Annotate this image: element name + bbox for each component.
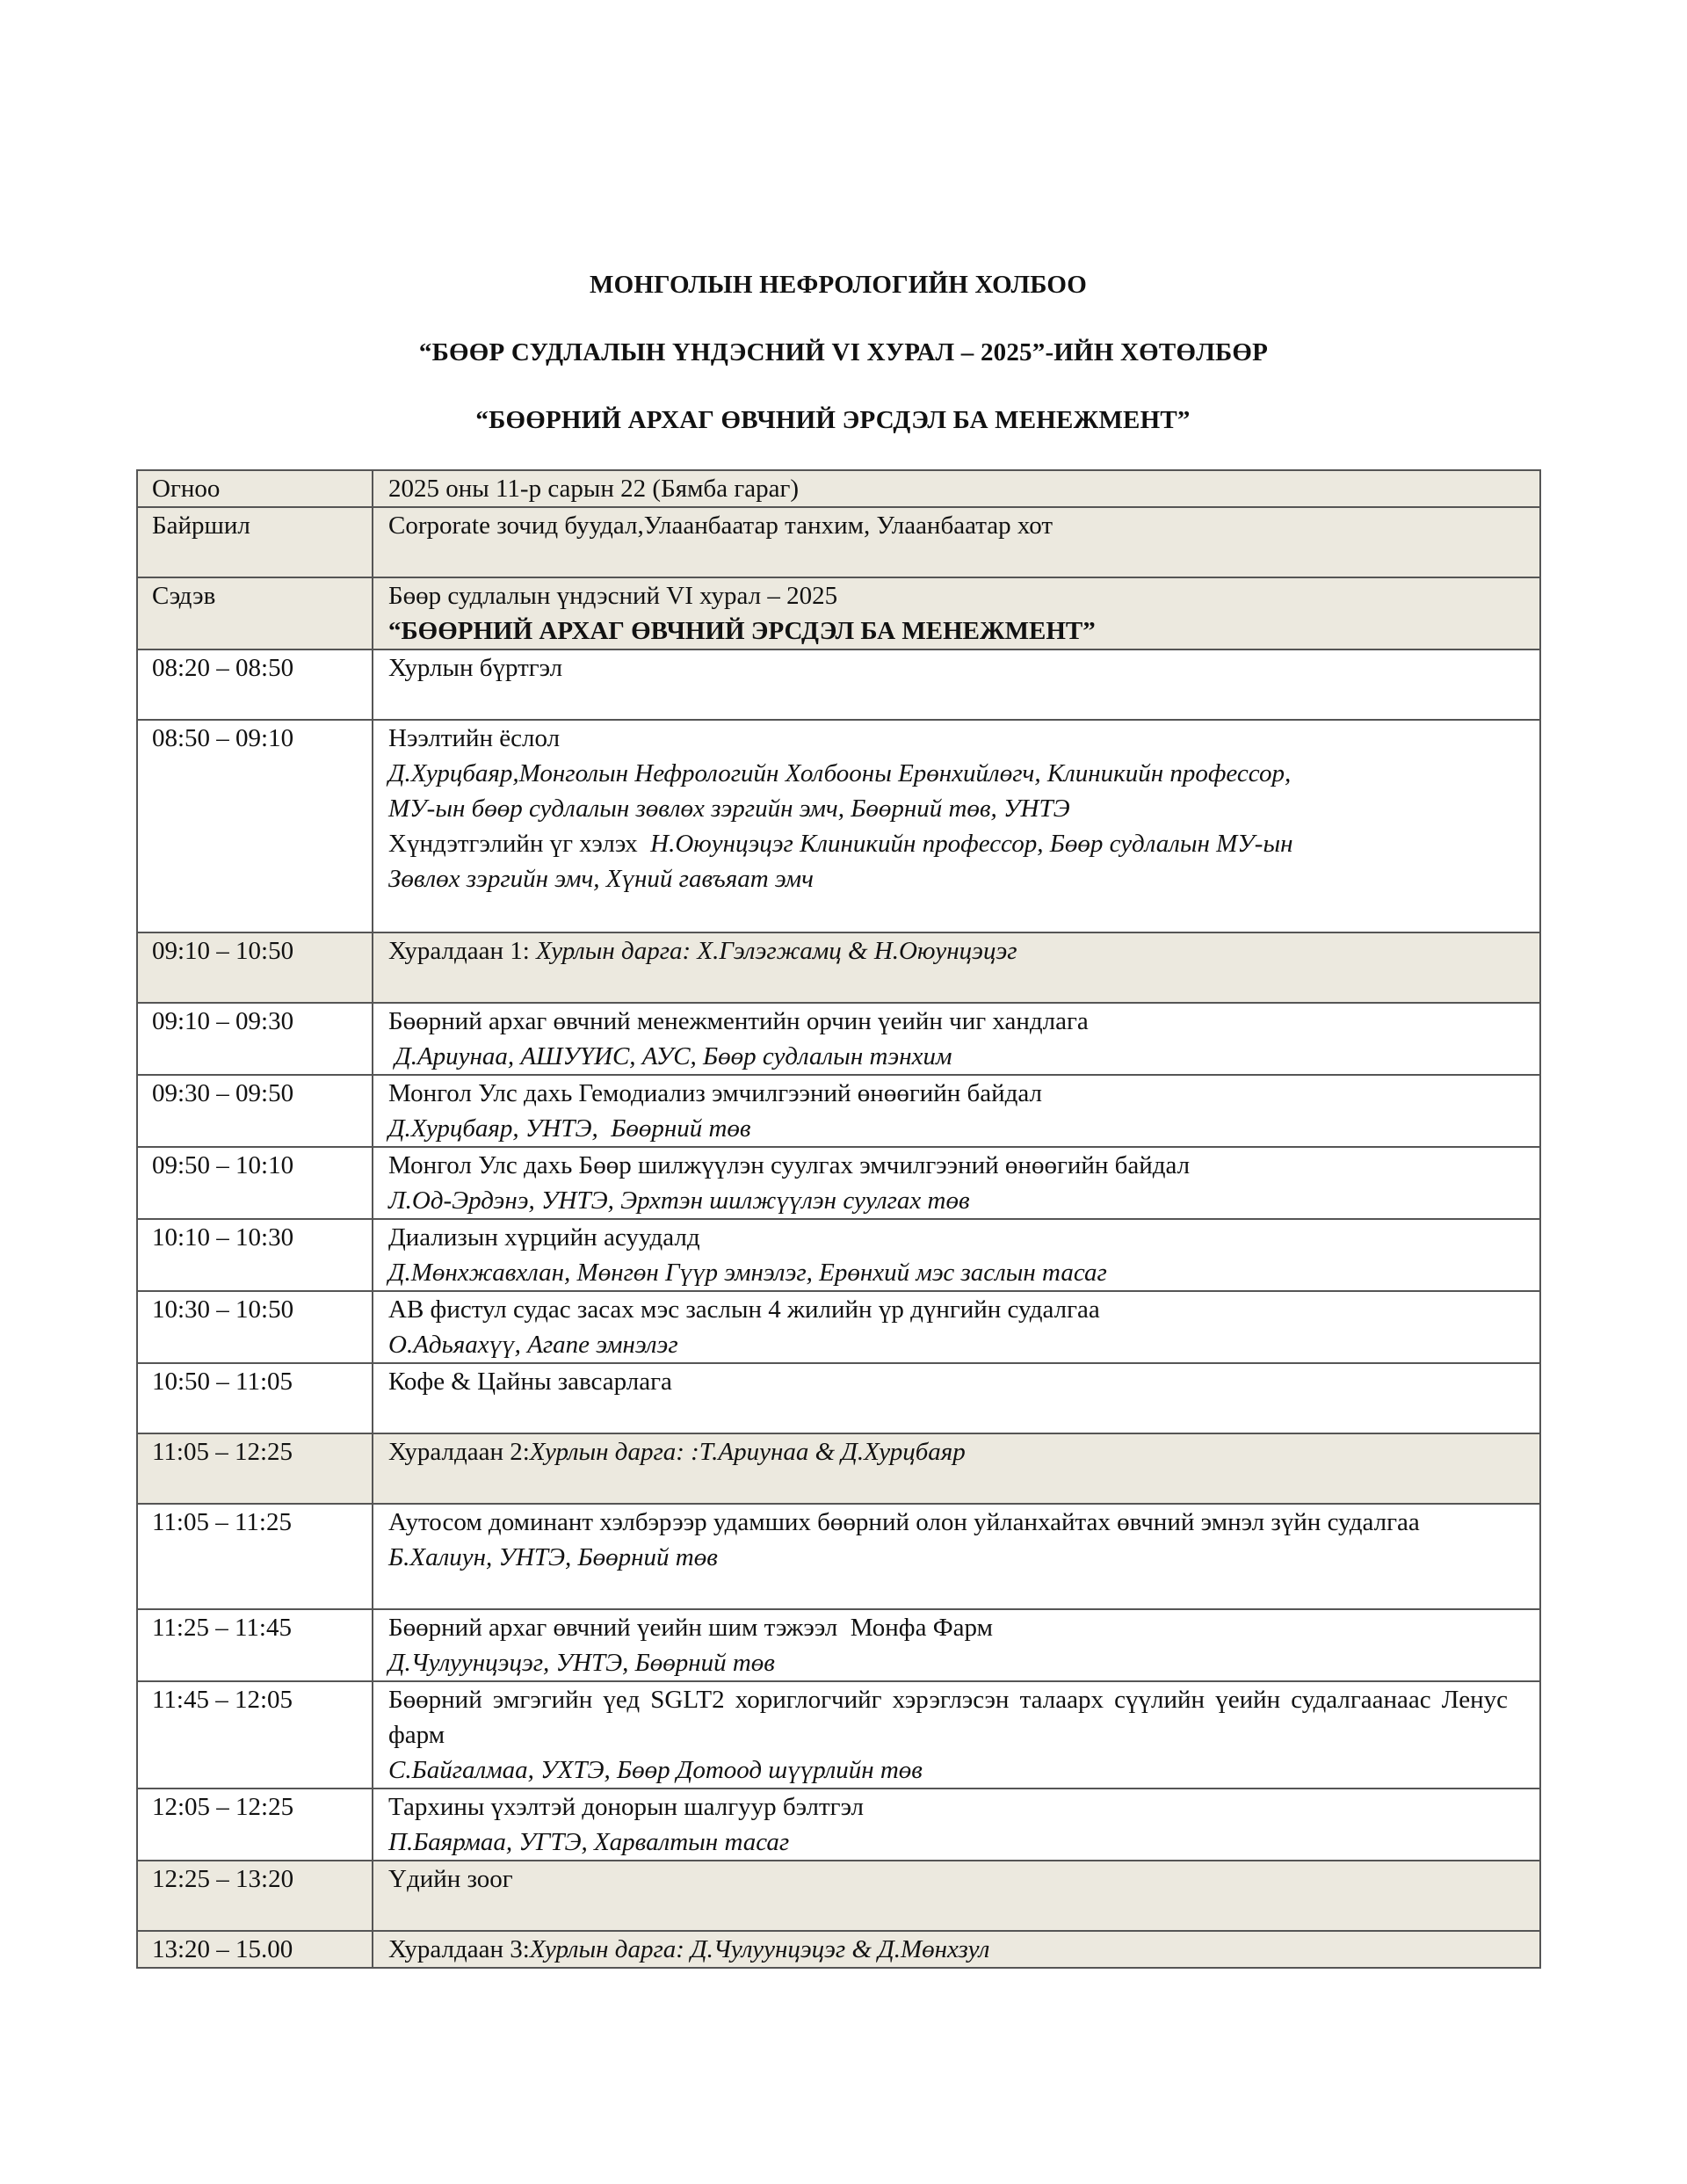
program-table <box>136 469 1541 1969</box>
schedule-time: 11:45 – 12:05 <box>137 1681 373 1789</box>
talk-title: Аутосом доминант хэлбэрээр удамших бөөрний олон уйланхайтах өвчний эмнэл зүйн судалгаа <box>388 1508 1420 1536</box>
talk-title: Монгол Улс дахь Гемодиализ эмчилгээний өнөөгийн байдал <box>388 1079 1043 1107</box>
schedule-time: 08:20 – 08:50 <box>137 649 373 720</box>
topic-line: Бөөр судлалын үндэсний VI хурал – 2025 <box>388 582 838 610</box>
session-chairs: Хурлын дарга: Х.Гэлэгжамц & Н.Оюунцэцэг <box>536 937 1017 965</box>
schedule-entry <box>373 1291 1540 1363</box>
session-header <box>373 1931 1540 1968</box>
talk-title: Бөөрний эмгэгийн үед SGLT2 хориглогчийг хэрэглэсэн талаарх сүүлийн үеийн судалгаанаас Ленус фарм <box>388 1686 1508 1749</box>
schedule-time: 11:05 – 11:25 <box>137 1504 373 1609</box>
schedule-entry <box>373 1609 1540 1681</box>
theme-heading: “БӨӨРНИЙ АРХАГ ӨВЧНИЙ ЭРСДЭЛ БА МЕНЕЖМЕНТ” <box>475 406 1191 434</box>
schedule-entry <box>373 720 1540 932</box>
location-value: Corporate зочид буудал,Улаанбаатар танхим, Улаанбаатар хот <box>373 507 1540 577</box>
break-title: Үдийн зоог <box>373 1861 1540 1931</box>
speaker-text: Б.Халиун, УНТЭ, Бөөрний төв <box>388 1543 718 1571</box>
program-title-heading: “БӨӨР СУДЛАЛЫН ҮНДЭСНИЙ VI ХУРАЛ – 2025”-ИЙН ХӨТӨЛБӨР <box>418 338 1269 366</box>
schedule-row <box>137 1147 1540 1219</box>
schedule-row <box>137 649 1540 720</box>
info-row-date <box>137 470 1540 507</box>
schedule-row <box>137 1504 1540 1609</box>
session-header <box>373 1433 1540 1504</box>
schedule-time: 11:25 – 11:45 <box>137 1609 373 1681</box>
info-row-topic <box>137 577 1540 649</box>
schedule-entry <box>373 1681 1540 1789</box>
schedule-time: 12:25 – 13:20 <box>137 1861 373 1931</box>
schedule-row <box>137 1291 1540 1363</box>
organization-heading: МОНГОЛЫН НЕФРОЛОГИЙН ХОЛБОО <box>590 271 1087 299</box>
speaker-text: Д.Мөнхжавхлан, Мөнгөн Гүүр эмнэлэг, Ерөнхий мэс заслын тасаг <box>388 1259 1107 1287</box>
schedule-time: 09:10 – 10:50 <box>137 932 373 1003</box>
schedule-entry <box>373 1003 1540 1075</box>
topic-value <box>373 577 1540 649</box>
break-row <box>137 1861 1540 1931</box>
schedule-row <box>137 1609 1540 1681</box>
session-chairs: Хурлын дарга: Д.Чулуунцэцэг & Д.Мөнхзул <box>529 1935 990 1963</box>
session-label: Хуралдаан 2: <box>388 1438 530 1466</box>
schedule-time: 13:20 – 15.00 <box>137 1931 373 1968</box>
schedule-time: 10:30 – 10:50 <box>137 1291 373 1363</box>
session-header <box>373 932 1540 1003</box>
date-label: Огноо <box>137 470 373 507</box>
schedule-entry <box>373 1219 1540 1291</box>
session-row <box>137 1931 1540 1968</box>
break-row <box>137 1363 1540 1433</box>
topic-theme-line: “БӨӨРНИЙ АРХАГ ӨВЧНИЙ ЭРСДЭЛ БА МЕНЕЖМЕНТ” <box>388 617 1096 645</box>
speaker-text: Д.Чулуунцэцэг, УНТЭ, Бөөрний төв <box>388 1649 775 1677</box>
schedule-row <box>137 1789 1540 1861</box>
schedule-time: 10:50 – 11:05 <box>137 1363 373 1433</box>
info-row-location <box>137 507 1540 577</box>
speaker-text: Л.Од-Эрдэнэ, УНТЭ, Эрхтэн шилжүүлэн суулгах төв <box>388 1186 970 1215</box>
talk-title: Тархины үхэлтэй донорын шалгуур бэлтгэл <box>388 1793 864 1821</box>
schedule-time: 09:50 – 10:10 <box>137 1147 373 1219</box>
schedule-time: 12:05 – 12:25 <box>137 1789 373 1861</box>
talk-title: Монгол Улс дахь Бөөр шилжүүлэн суулгах эмчилгээний өнөөгийн байдал <box>388 1151 1191 1179</box>
schedule-time: 08:50 – 09:10 <box>137 720 373 932</box>
speaker-text: МУ-ын бөөр судлалын зөвлөх зэргийн эмч, Бөөрний төв, УНТЭ <box>388 795 1070 823</box>
schedule-row <box>137 1003 1540 1075</box>
talk-title: АВ фистул судас засах мэс заслын 4 жилийн үр дүнгийн судалгаа <box>388 1295 1100 1324</box>
schedule-time: 10:10 – 10:30 <box>137 1219 373 1291</box>
talk-title: Бөөрний архаг өвчний үеийн шим тэжээл Монфа Фарм <box>388 1614 993 1642</box>
speaker-text: О.Адьяахүү, Агапе эмнэлэг <box>388 1331 678 1359</box>
schedule-title: Хурлын бүртгэл <box>373 649 1540 720</box>
topic-label: Сэдэв <box>137 577 373 649</box>
honor-speaker: Н.Оюунцэцэг Клиникийн профессор, Бөөр судлалын МУ-ын <box>650 830 1293 858</box>
session-label: Хуралдаан 3: <box>388 1935 530 1963</box>
session-label: Хуралдаан 1: <box>388 937 537 965</box>
honor-speech <box>388 826 1508 861</box>
talk-title: Бөөрний архаг өвчний менежментийн орчин үеийн чиг хандлага <box>388 1007 1089 1035</box>
schedule-time: 11:05 – 12:25 <box>137 1433 373 1504</box>
schedule-row <box>137 1075 1540 1147</box>
schedule-entry <box>373 1147 1540 1219</box>
schedule-row <box>137 1681 1540 1789</box>
speaker-text: Д.Ариунаа, АШУҮИС, АУС, Бөөр судлалын тэнхим <box>388 1042 952 1070</box>
speaker-text: С.Байгалмаа, УХТЭ, Бөөр Дотоод шүүрлийн төв <box>388 1756 923 1784</box>
session-chairs: Хурлын дарга: :Т.Ариунаа & Д.Хурцбаяр <box>529 1438 966 1466</box>
schedule-row <box>137 1219 1540 1291</box>
honor-prefix: Хүндэтгэлийн үг хэлэх <box>388 830 651 858</box>
schedule-time: 09:10 – 09:30 <box>137 1003 373 1075</box>
schedule-time: 09:30 – 09:50 <box>137 1075 373 1147</box>
break-title: Кофе & Цайны завсарлага <box>373 1363 1540 1433</box>
schedule-entry <box>373 1789 1540 1861</box>
speaker-text: Д.Хурцбаяр, УНТЭ, Бөөрний төв <box>388 1114 751 1143</box>
session-row <box>137 1433 1540 1504</box>
schedule-row <box>137 720 1540 932</box>
speaker-text: Зөвлөх зэргийн эмч, Хүний гавъяат эмч <box>388 865 814 893</box>
schedule-entry <box>373 1504 1540 1609</box>
session-row <box>137 932 1540 1003</box>
schedule-title: Нээлтийн ёслол <box>388 724 561 752</box>
speaker-text: Д.Хурцбаяр,Монголын Нефрологийн Холбооны Ерөнхийлөгч, Клиникийн профессор, <box>388 759 1292 787</box>
talk-title: Диализын хүрцийн асуудалд <box>388 1223 700 1252</box>
location-label: Байршил <box>137 507 373 577</box>
schedule-entry <box>373 1075 1540 1147</box>
date-value: 2025 оны 11-р сарын 22 (Бямба гараг) <box>373 470 1540 507</box>
speaker-text: П.Баярмаа, УГТЭ, Харвалтын тасаг <box>388 1828 790 1856</box>
